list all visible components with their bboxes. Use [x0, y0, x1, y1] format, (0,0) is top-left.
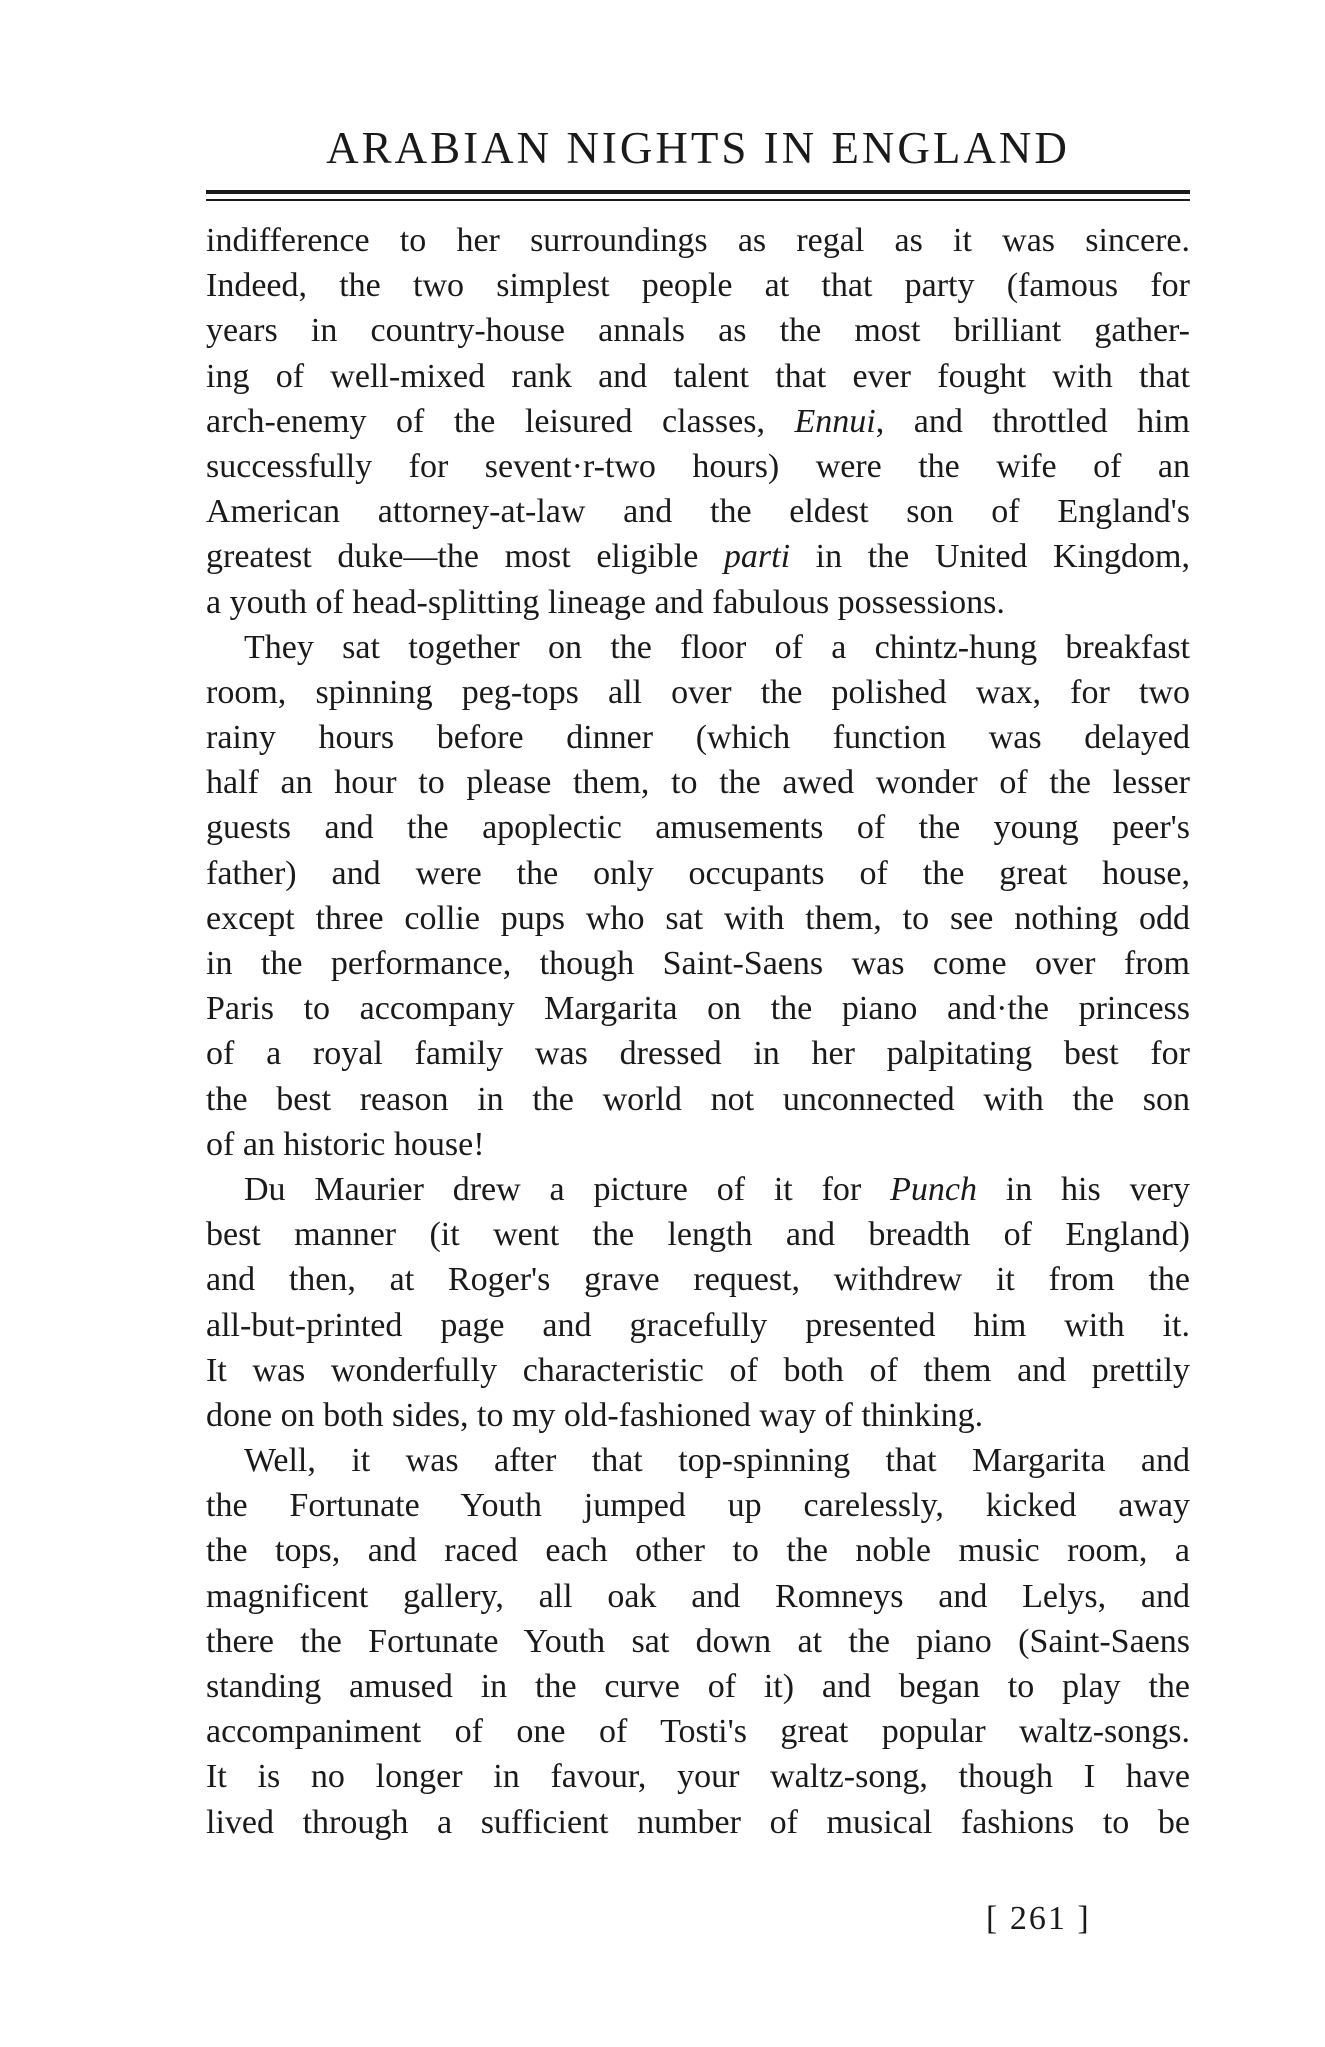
italic-word: Punch	[890, 1170, 977, 1208]
text-line: It is no longer in favour, your waltz-song, though I have	[206, 1758, 1190, 1796]
text-line: half an hour to please them, to the awed wonder of the lesser	[206, 764, 1190, 802]
text-line: the Fortunate Youth jumped up carelessly, kicked away	[206, 1487, 1190, 1525]
italic-word: parti	[723, 538, 791, 576]
text-line: a youth of head-splitting lineage and fabulous possessions.	[206, 583, 1005, 621]
text-line: Du Maurier drew a picture of it for Punch in his very	[244, 1170, 1190, 1208]
text-line: room, spinning peg-tops all over the polished wax, for two	[206, 673, 1190, 711]
text-line: accompaniment of one of Tosti's great popular waltz-songs.	[206, 1713, 1190, 1751]
text-line: They sat together on the floor of a chintz-hung breakfast	[244, 628, 1190, 666]
text-line: magnificent gallery, all oak and Romneys and Lelys, and	[206, 1577, 1190, 1615]
text-line: the best reason in the world not unconnected with the son	[206, 1080, 1190, 1118]
text-line: there the Fortunate Youth sat down at the piano (Saint-Saens	[206, 1622, 1190, 1660]
text-line: the tops, and raced each other to the noble music room, a	[206, 1532, 1190, 1570]
text-line: lived through a sufficient number of musical fashions to be	[206, 1803, 1190, 1841]
text-line: Indeed, the two simplest people at that party (famous for	[206, 267, 1190, 305]
body-text	[206, 218, 1190, 1845]
text-line: best manner (it went the length and breadth of England)	[206, 1216, 1190, 1254]
text-line: greatest duke—the most eligible parti in the United Kingdom,	[206, 538, 1190, 576]
text-line: indifference to her surroundings as regal as it was sincere.	[206, 222, 1190, 259]
text-line: It was wonderfully characteristic of both of them and prettily	[206, 1351, 1190, 1389]
header-rule-thick	[206, 190, 1190, 194]
text-line: American attorney-at-law and the eldest son of England's	[206, 493, 1190, 531]
text-line: standing amused in the curve of it) and began to play the	[206, 1668, 1190, 1705]
text-line: guests and the apoplectic amusements of the young peer's	[206, 809, 1190, 847]
text-line: ing of well-mixed rank and talent that ever fought with that	[206, 357, 1190, 395]
text-line: rainy hours before dinner (which function was delayed	[206, 719, 1190, 757]
text-line: in the performance, though Saint-Saens was come over from	[206, 945, 1190, 982]
text-line: and then, at Roger's grave request, withdrew it from the	[206, 1261, 1190, 1299]
text-line: arch-enemy of the leisured classes, Ennui, and throttled him	[206, 402, 1190, 440]
text-line: successfully for sevent·r-two hours) were the wife of an	[206, 447, 1190, 485]
italic-word: Ennui	[794, 402, 876, 440]
text-line: except three collie pups who sat with them, to see nothing odd	[206, 899, 1190, 937]
page-number: [ 261 ]	[986, 1900, 1091, 1937]
text-line: Well, it was after that top-spinning that Margarita and	[244, 1442, 1190, 1480]
text-line: Paris to accompany Margarita on the piano and·the princess	[206, 990, 1190, 1028]
text-line: father) and were the only occupants of the great house,	[206, 854, 1190, 892]
text-line: of an historic house!	[206, 1125, 485, 1163]
text-line: all-but-printed page and gracefully presented him with it.	[206, 1306, 1190, 1344]
text-line: of a royal family was dressed in her palpitating best for	[206, 1035, 1190, 1073]
header-rule-thin	[206, 199, 1190, 201]
running-head: ARABIAN NIGHTS IN ENGLAND	[326, 123, 1070, 173]
text-line: done on both sides, to my old-fashioned way of thinking.	[206, 1396, 984, 1434]
text-line: years in country-house annals as the most brilliant gather-	[206, 312, 1190, 350]
